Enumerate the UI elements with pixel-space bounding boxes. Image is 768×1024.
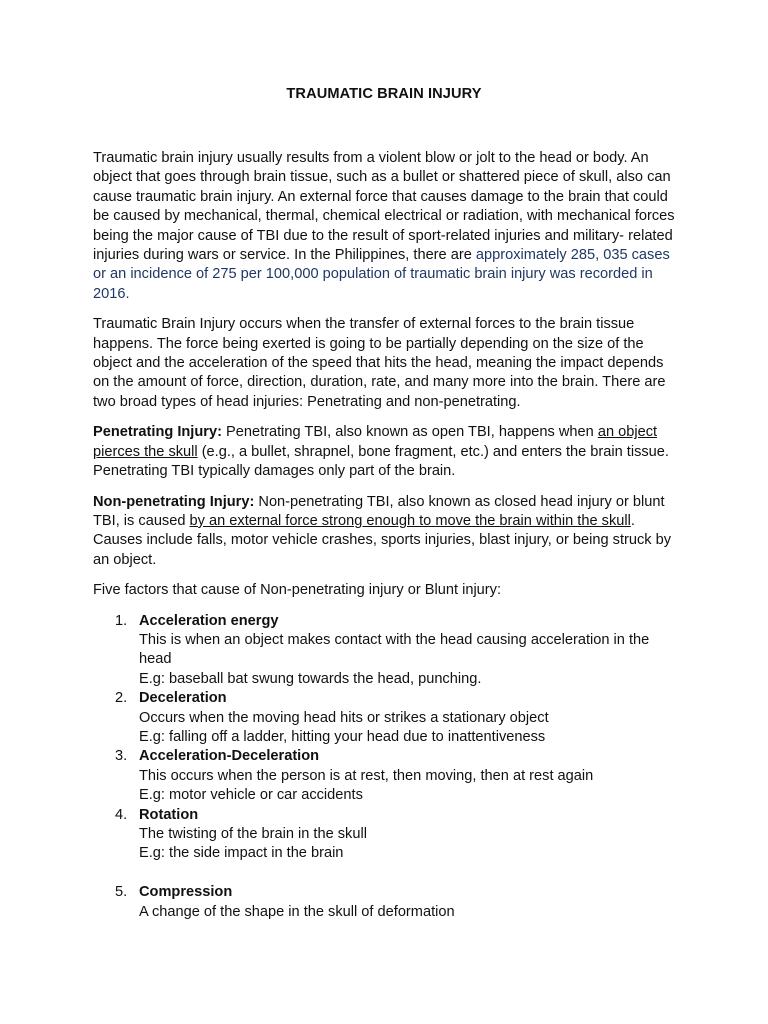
intro-text-a: Traumatic brain injury usually results from a violent blow or jolt to the head or body. An object that goes through brain tissue, such as a bullet or shattered piece of skull, also can cause traumatic brain injury. An external force that causes damage to the brain that could be caused by mechanical, thermal, chemical electrical or radiation, with mechanical forces being the major cause of TBI due to the result of sport-related injuries and military- related injuries during wars or service. In the Philippines, there are [93, 150, 675, 264]
penetrating-text-b: (e.g., a bullet, shrapnel, bone fragment, etc.) and enters the brain tissue. Penetrating TBI typically damages only part of the brain. [93, 443, 669, 480]
factor-heading: Deceleration [139, 690, 227, 707]
non-penetrating-text-a: Non-penetrating TBI, also known as closed head injury or blunt TBI, is caused [93, 493, 665, 529]
factor-example: E.g: falling off a ladder, hitting your head due to inattentiveness [139, 728, 546, 745]
list-number: 5. [115, 884, 128, 901]
factor-description: This is when an object makes contact with the head causing acceleration in the head [139, 631, 650, 668]
document-title: TRAUMATIC BRAIN INJURY [286, 86, 482, 102]
list-item [93, 883, 683, 922]
factor-example: E.g: baseball bat swung towards the head, punching. [139, 670, 482, 687]
paragraph-intro [93, 149, 683, 304]
factor-description: The twisting of the brain in the skull [139, 826, 367, 842]
penetrating-underlined: an object pierces the skull [93, 424, 658, 460]
penetrating-text-a: Penetrating TBI, also known as open TBI, happens when [221, 424, 598, 441]
factor-heading: Acceleration energy [139, 612, 279, 629]
factor-description: Occurs when the moving head hits or strikes a stationary object [139, 709, 549, 726]
list-number: 1. [115, 612, 128, 629]
non-penetrating-label: Non-penetrating Injury: [93, 493, 255, 510]
factor-heading: Compression [139, 884, 233, 901]
factors-list [93, 612, 683, 922]
paragraph-penetrating [93, 423, 683, 481]
intro-text-c: or an incidence of 275 per 100,000 population of traumatic brain injury was recorded in 2016. [93, 266, 653, 302]
intro-cases-highlight: approximately 285, 035 cases [475, 247, 670, 264]
paragraph-mechanism: Traumatic Brain Injury occurs when the transfer of external forces to the brain tissue happens. The force being exerted is going to be partially depending on the size of the object and the acceleration of the speed that hits the head, meaning the impact depends on the amount of force, direction, duration, rate, and many more into the brain. There are two broad types of head injuries: Penetrating and non-penetrating. [93, 316, 666, 410]
non-penetrating-text-b: . Causes include falls, motor vehicle crashes, sports injuries, blast injury, or being struck by an object. [93, 512, 672, 568]
list-number: 4. [115, 806, 128, 823]
list-item [93, 747, 683, 805]
list-item [93, 806, 683, 864]
factor-heading: Rotation [139, 806, 199, 823]
factor-example: E.g: the side impact in the brain [139, 845, 344, 862]
non-penetrating-underlined: by an external force strong enough to move the brain within the skull [189, 512, 631, 529]
list-item [93, 689, 683, 747]
factor-description: This occurs when the person is at rest, then moving, then at rest again [139, 767, 594, 784]
factor-example: E.g: motor vehicle or car accidents [139, 787, 363, 804]
list-number: 2. [115, 690, 128, 707]
penetrating-label: Penetrating Injury: [93, 424, 222, 441]
document-body [93, 149, 683, 922]
factor-description: A change of the shape in the skull of deformation [139, 903, 455, 920]
list-item [93, 612, 683, 690]
factor-heading: Acceleration-Deceleration [139, 748, 320, 765]
paragraph-factors-intro: Five factors that cause of Non-penetrating injury or Blunt injury: [93, 582, 502, 599]
paragraph-non-penetrating [93, 493, 683, 571]
list-number: 3. [115, 748, 128, 765]
